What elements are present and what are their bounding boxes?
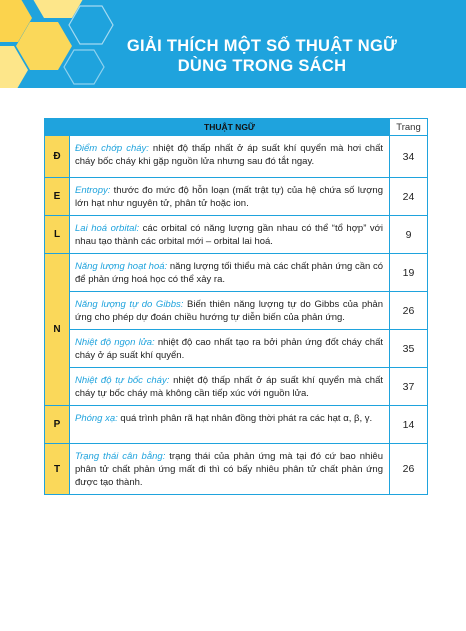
definition-cell <box>70 178 390 216</box>
definition-cell <box>70 136 390 178</box>
definition-cell <box>70 406 390 444</box>
definition-cell <box>70 444 390 495</box>
section-letter-e: E <box>45 178 70 216</box>
header-letter-cell <box>45 119 70 136</box>
term-label: Điểm chớp cháy: <box>75 143 149 154</box>
term-description: nhiệt độ cao nhất tạo ra bởi phản ứng đốt cháy chất cháy ở áp suất khí quyển. <box>75 337 383 361</box>
term-label: Năng lượng hoạt hoá: <box>75 261 168 272</box>
definition-cell <box>70 368 390 406</box>
term-label: Nhiệt độ tự bốc cháy: <box>75 375 170 386</box>
term-description: nhiệt độ thấp nhất ở áp suất khí quyển mà hơi chất cháy bốc cháy khi gặp nguồn lửa nhưng sau đó tắt ngay. <box>75 143 384 167</box>
definition-cell <box>70 216 390 254</box>
term-description: Biến thiên năng lượng tự do Gibbs của phản ứng cho phép dự đoán chiều hướng tự diễn biến của phản ứng. <box>75 299 383 323</box>
page-number: 26 <box>390 292 428 330</box>
term-description: năng lượng tối thiểu mà các chất phản ứng cần có để phản ứng hoá học có thể xảy ra. <box>75 261 383 285</box>
table-header-row <box>45 119 428 136</box>
term-label: Lai hoá orbital: <box>75 223 140 234</box>
term-description: quá trình phân rã hạt nhân đồng thời phát ra các hạt α, β, γ. <box>117 413 373 424</box>
page-number: 9 <box>390 216 428 254</box>
title-line-2: DÙNG TRONG SÁCH <box>177 57 347 75</box>
page-number: 14 <box>390 406 428 444</box>
page-number: 37 <box>390 368 428 406</box>
term-label: Entropy: <box>75 185 111 196</box>
term-label: Trạng thái cân bằng: <box>75 451 166 462</box>
term-description: các orbital có năng lượng gần nhau có thể “tổ hợp” với nhau tạo thành các orbital mới – orbital lai hoá. <box>75 223 383 247</box>
section-letter-l: L <box>45 216 70 254</box>
section-letter-n: N <box>45 254 70 406</box>
section-letter-d: Đ <box>45 136 70 178</box>
column-header-page: Trang <box>390 119 428 136</box>
glossary-table <box>44 118 427 495</box>
table-row <box>45 444 428 495</box>
page-number: 35 <box>390 330 428 368</box>
definition-cell <box>70 330 390 368</box>
page-number: 34 <box>390 136 428 178</box>
table-row <box>45 330 428 368</box>
term-description: thước đo mức độ hỗn loạn (mất trật tự) của hệ chứa số lượng lớn hạt như nguyên tử, phân tử hoặc ion. <box>75 185 383 209</box>
title-line-1: GIẢI THÍCH MỘT SỐ THUẬT NGỮ <box>126 37 398 55</box>
table-row <box>45 292 428 330</box>
definition-cell <box>70 292 390 330</box>
section-letter-t: T <box>45 444 70 495</box>
table-row <box>45 368 428 406</box>
term-label: Nhiệt độ ngọn lửa: <box>75 337 155 348</box>
table-row <box>45 406 428 444</box>
page-number: 24 <box>390 178 428 216</box>
term-label: Phóng xạ: <box>75 413 118 424</box>
term-description: nhiệt độ thấp nhất ở áp suất khí quyển mà chất cháy tự bốc cháy mà không cần tiếp xúc với nguồn lửa. <box>75 375 383 399</box>
page-number: 19 <box>390 254 428 292</box>
header-banner <box>0 0 466 88</box>
table-row <box>45 254 428 292</box>
page-title <box>72 36 452 76</box>
definition-cell <box>70 254 390 292</box>
table-row <box>45 216 428 254</box>
table-row <box>45 136 428 178</box>
column-header-term: THUẬT NGỮ <box>70 119 390 136</box>
term-label: Năng lượng tự do Gibbs: <box>75 299 184 310</box>
section-letter-p: P <box>45 406 70 444</box>
table-row <box>45 178 428 216</box>
page-number: 26 <box>390 444 428 495</box>
term-description: trạng thái của phản ứng mà tại đó cứ bao nhiêu phân tử chất phản ứng mất đi thì có bấy nhiêu phân tử chất phản ứng được tạo thành. <box>75 451 384 488</box>
